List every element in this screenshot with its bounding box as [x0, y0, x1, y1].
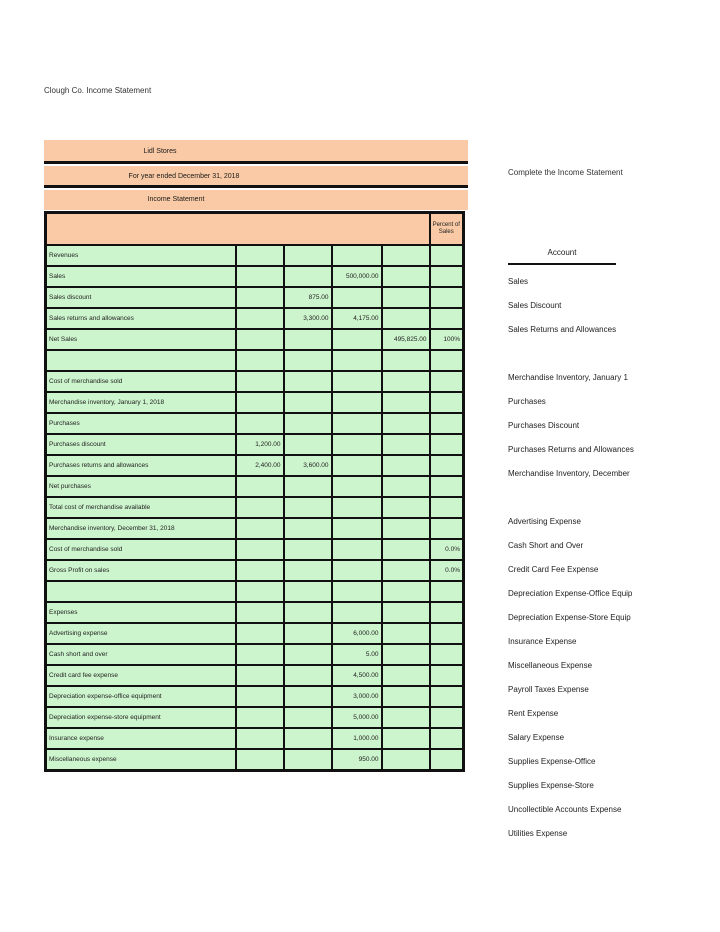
account-item: Depreciation Expense-Store Equip — [508, 613, 631, 622]
amount-cell[interactable] — [430, 392, 464, 413]
account-item: Purchases Returns and Allowances — [508, 445, 634, 454]
amount-cell[interactable] — [332, 434, 382, 455]
row-label-cell[interactable]: Cash short and over — [46, 644, 236, 665]
amount-cell[interactable] — [430, 308, 464, 329]
amount-cell[interactable] — [236, 476, 284, 497]
account-item: Depreciation Expense-Office Equip — [508, 589, 633, 598]
amount-cell[interactable] — [236, 497, 284, 518]
amount-cell[interactable] — [332, 560, 382, 581]
amount-cell[interactable] — [382, 350, 430, 371]
row-label-cell[interactable]: Purchases — [46, 413, 236, 434]
amount-cell[interactable] — [236, 287, 284, 308]
account-item: Sales Discount — [508, 301, 562, 310]
amount-cell[interactable] — [382, 413, 430, 434]
amount-cell[interactable] — [236, 707, 284, 728]
account-column-title: Account — [508, 248, 616, 265]
amount-cell[interactable] — [284, 476, 332, 497]
amount-cell[interactable] — [382, 560, 430, 581]
amount-cell[interactable] — [284, 392, 332, 413]
amount-cell[interactable] — [236, 644, 284, 665]
amount-cell[interactable] — [382, 434, 430, 455]
amount-cell[interactable] — [332, 476, 382, 497]
amount-cell[interactable] — [236, 602, 284, 623]
amount-cell[interactable] — [382, 623, 430, 644]
table-row — [46, 371, 464, 392]
row-label-cell[interactable]: Purchases discount — [46, 434, 236, 455]
row-label-cell[interactable]: Sales discount — [46, 287, 236, 308]
table-row — [46, 686, 464, 707]
row-label-cell[interactable]: Credit card fee expense — [46, 665, 236, 686]
amount-cell[interactable] — [332, 287, 382, 308]
row-label-cell[interactable]: Total cost of merchandise available — [46, 497, 236, 518]
row-label-cell[interactable]: Net Sales — [46, 329, 236, 350]
amount-cell[interactable] — [332, 350, 382, 371]
table-row — [46, 287, 464, 308]
amount-cell[interactable] — [382, 749, 430, 771]
amount-cell[interactable] — [284, 497, 332, 518]
row-label-cell[interactable]: Purchases returns and allowances — [46, 455, 236, 476]
amount-cell[interactable] — [332, 518, 382, 539]
amount-cell[interactable] — [430, 497, 464, 518]
amount-cell[interactable] — [236, 581, 284, 602]
amount-cell[interactable] — [332, 371, 382, 392]
table-row — [46, 518, 464, 539]
amount-cell[interactable] — [430, 644, 464, 665]
table-row — [46, 413, 464, 434]
table-row — [46, 665, 464, 686]
table-row — [46, 455, 464, 476]
amount-cell[interactable] — [430, 476, 464, 497]
amount-cell[interactable] — [236, 308, 284, 329]
row-label-cell[interactable]: Net purchases — [46, 476, 236, 497]
header-blank-cell[interactable] — [46, 213, 430, 246]
amount-cell[interactable] — [382, 476, 430, 497]
amount-cell[interactable] — [332, 539, 382, 560]
amount-cell[interactable] — [236, 749, 284, 771]
account-item: Purchases Discount — [508, 421, 580, 430]
account-item: Merchandise Inventory, December — [508, 469, 630, 478]
amount-cell[interactable]: 0.0% — [430, 539, 464, 560]
row-label-cell[interactable]: Cost of merchandise sold — [46, 371, 236, 392]
table-row — [46, 644, 464, 665]
account-item: Sales Returns and Allowances — [508, 325, 617, 334]
amount-cell[interactable] — [284, 371, 332, 392]
company-name: Lidl Stores — [143, 148, 177, 155]
amount-cell[interactable]: 3,000.00 — [332, 686, 382, 707]
amount-cell[interactable] — [382, 602, 430, 623]
amount-cell[interactable] — [430, 728, 464, 749]
row-label-cell[interactable]: Miscellaneous expense — [46, 749, 236, 771]
row-label-cell[interactable]: Sales — [46, 266, 236, 287]
account-item: Merchandise Inventory, January 1 — [508, 373, 628, 382]
amount-cell[interactable]: 4,175.00 — [332, 308, 382, 329]
account-item: Payroll Taxes Expense — [508, 685, 589, 694]
list-spacer — [508, 342, 634, 366]
amount-cell[interactable] — [382, 728, 430, 749]
amount-cell[interactable] — [284, 623, 332, 644]
amount-cell[interactable] — [382, 686, 430, 707]
account-item: Supplies Expense-Office — [508, 757, 596, 766]
amount-cell[interactable] — [430, 413, 464, 434]
amount-cell[interactable] — [382, 497, 430, 518]
table-row — [46, 245, 464, 266]
account-item: Utilities Expense — [508, 829, 568, 838]
amount-cell[interactable] — [236, 413, 284, 434]
amount-cell[interactable] — [332, 245, 382, 266]
table-row — [46, 392, 464, 413]
table-row — [46, 476, 464, 497]
amount-cell[interactable] — [430, 518, 464, 539]
amount-cell[interactable] — [284, 707, 332, 728]
amount-cell[interactable] — [284, 665, 332, 686]
amount-cell[interactable] — [430, 371, 464, 392]
amount-cell[interactable] — [382, 665, 430, 686]
row-label-cell[interactable]: Depreciation expense-store equipment — [46, 707, 236, 728]
amount-cell[interactable] — [332, 413, 382, 434]
amount-cell[interactable] — [332, 497, 382, 518]
account-item: Rent Expense — [508, 709, 559, 718]
amount-cell[interactable] — [284, 728, 332, 749]
account-list — [508, 270, 634, 846]
instruction-text: Complete the Income Statement — [508, 168, 623, 177]
amount-cell[interactable] — [430, 266, 464, 287]
amount-cell[interactable] — [332, 581, 382, 602]
amount-cell[interactable] — [236, 560, 284, 581]
amount-cell[interactable]: 875.00 — [284, 287, 332, 308]
amount-cell[interactable] — [382, 245, 430, 266]
amount-cell[interactable] — [332, 602, 382, 623]
amount-cell[interactable] — [284, 518, 332, 539]
amount-cell[interactable] — [284, 749, 332, 771]
amount-cell[interactable] — [236, 329, 284, 350]
amount-cell[interactable]: 2,400.00 — [236, 455, 284, 476]
table-row — [46, 728, 464, 749]
amount-cell[interactable] — [430, 665, 464, 686]
amount-cell[interactable] — [430, 245, 464, 266]
table-row — [46, 749, 464, 771]
account-item: Cash Short and Over — [508, 541, 584, 550]
row-label-cell[interactable] — [46, 350, 236, 371]
amount-cell[interactable] — [284, 686, 332, 707]
amount-cell[interactable]: 5.00 — [332, 644, 382, 665]
table-row — [46, 623, 464, 644]
account-item: Supplies Expense-Store — [508, 781, 594, 790]
amount-cell[interactable] — [332, 329, 382, 350]
amount-cell[interactable]: 495,825.00 — [382, 329, 430, 350]
amount-cell[interactable] — [236, 350, 284, 371]
amount-cell[interactable] — [382, 539, 430, 560]
amount-cell[interactable] — [430, 434, 464, 455]
amount-cell[interactable] — [382, 308, 430, 329]
amount-cell[interactable] — [382, 707, 430, 728]
amount-cell[interactable]: 500,000.00 — [332, 266, 382, 287]
amount-cell[interactable] — [236, 665, 284, 686]
amount-cell[interactable] — [430, 287, 464, 308]
amount-cell[interactable] — [236, 371, 284, 392]
amount-cell[interactable] — [382, 287, 430, 308]
table-row — [46, 266, 464, 287]
table-row — [46, 329, 464, 350]
company-name-cell[interactable] — [44, 140, 468, 164]
table-row — [46, 581, 464, 602]
amount-cell[interactable] — [382, 455, 430, 476]
amount-cell[interactable] — [236, 539, 284, 560]
row-label-cell[interactable]: Insurance expense — [46, 728, 236, 749]
amount-cell[interactable] — [284, 602, 332, 623]
row-label-cell[interactable]: Cost of merchandise sold — [46, 539, 236, 560]
percent-of-sales-header[interactable]: Percent of Sales — [430, 213, 464, 246]
period-cell[interactable] — [44, 166, 468, 188]
amount-cell[interactable] — [430, 602, 464, 623]
amount-cell[interactable] — [430, 623, 464, 644]
table-row — [46, 308, 464, 329]
amount-cell[interactable] — [430, 581, 464, 602]
amount-cell[interactable] — [236, 245, 284, 266]
table-row — [46, 497, 464, 518]
income-statement-table — [44, 211, 465, 772]
amount-cell[interactable]: 1,200.00 — [236, 434, 284, 455]
account-item: Insurance Expense — [508, 637, 577, 646]
amount-cell[interactable] — [430, 350, 464, 371]
row-label-cell[interactable]: Depreciation expense-office equipment — [46, 686, 236, 707]
statement-title: Income Statement — [147, 196, 205, 203]
table-row — [46, 560, 464, 581]
period-label: For year ended December 31, 2018 — [128, 173, 240, 180]
amount-cell[interactable] — [236, 623, 284, 644]
row-label-cell[interactable] — [46, 581, 236, 602]
table-header-row — [46, 213, 464, 246]
amount-cell[interactable] — [284, 581, 332, 602]
amount-cell[interactable]: 3,300.00 — [284, 308, 332, 329]
row-label-cell[interactable]: Merchandise inventory, January 1, 2018 — [46, 392, 236, 413]
amount-cell[interactable]: 5,000.00 — [332, 707, 382, 728]
table-row — [46, 602, 464, 623]
table-row — [46, 350, 464, 371]
amount-cell[interactable]: 1,000.00 — [332, 728, 382, 749]
amount-cell[interactable]: 4,500.00 — [332, 665, 382, 686]
amount-cell[interactable] — [284, 560, 332, 581]
amount-cell[interactable] — [382, 371, 430, 392]
account-item: Purchases — [508, 397, 546, 406]
amount-cell[interactable]: 100% — [430, 329, 464, 350]
amount-cell[interactable]: 0.0% — [430, 560, 464, 581]
amount-cell[interactable] — [236, 728, 284, 749]
amount-cell[interactable] — [430, 707, 464, 728]
amount-cell[interactable] — [284, 539, 332, 560]
amount-cell[interactable] — [284, 644, 332, 665]
row-label-cell[interactable]: Advertising expense — [46, 623, 236, 644]
amount-cell[interactable] — [430, 455, 464, 476]
amount-cell[interactable] — [382, 644, 430, 665]
amount-cell[interactable] — [236, 392, 284, 413]
table-row — [46, 539, 464, 560]
amount-cell[interactable] — [332, 392, 382, 413]
amount-cell[interactable] — [382, 518, 430, 539]
amount-cell[interactable] — [382, 266, 430, 287]
row-label-cell[interactable]: Gross Profit on sales — [46, 560, 236, 581]
amount-cell[interactable] — [382, 581, 430, 602]
amount-cell[interactable] — [284, 245, 332, 266]
amount-cell[interactable] — [332, 455, 382, 476]
amount-cell[interactable] — [284, 350, 332, 371]
amount-cell[interactable] — [430, 686, 464, 707]
row-label-cell[interactable]: Expenses — [46, 602, 236, 623]
account-item: Miscellaneous Expense — [508, 661, 593, 670]
account-item: Sales — [508, 277, 529, 286]
account-item: Advertising Expense — [508, 517, 581, 526]
table-row — [46, 707, 464, 728]
list-spacer — [508, 486, 634, 510]
amount-cell[interactable] — [430, 749, 464, 771]
worksheet-note: Clough Co. Income Statement — [44, 86, 152, 95]
account-item: Salary Expense — [508, 733, 565, 742]
row-label-cell[interactable]: Sales returns and allowances — [46, 308, 236, 329]
amount-cell[interactable] — [236, 518, 284, 539]
amount-cell[interactable] — [284, 413, 332, 434]
amount-cell[interactable] — [284, 266, 332, 287]
row-label-cell[interactable]: Merchandise inventory, December 31, 2018 — [46, 518, 236, 539]
amount-cell[interactable]: 950.00 — [332, 749, 382, 771]
amount-cell[interactable] — [236, 686, 284, 707]
account-item: Uncollectible Accounts Expense — [508, 805, 622, 814]
row-label-cell[interactable]: Revenues — [46, 245, 236, 266]
amount-cell[interactable]: 6,000.00 — [332, 623, 382, 644]
table-row — [46, 434, 464, 455]
statement-title-cell[interactable] — [44, 190, 468, 210]
amount-cell[interactable]: 3,600.00 — [284, 455, 332, 476]
amount-cell[interactable] — [284, 434, 332, 455]
amount-cell[interactable] — [236, 266, 284, 287]
amount-cell[interactable] — [284, 329, 332, 350]
account-item: Credit Card Fee Expense — [508, 565, 599, 574]
amount-cell[interactable] — [382, 392, 430, 413]
